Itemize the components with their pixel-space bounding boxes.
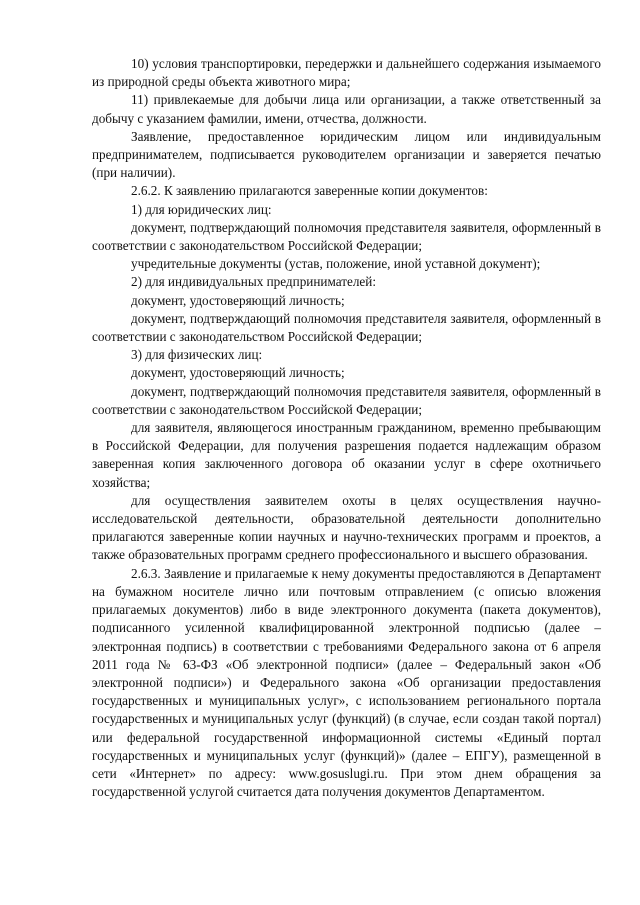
paragraph-legal-entities: 1) для юридических лиц: — [131, 201, 272, 217]
paragraph-foreign-citizen: для заявителя, являющегося иностранным гражданином, временно пребывающим в Российской Федерации, для получения разрешения подается надлежащим образом заверенная копия заключенного договора об оказании услуг в сфере охотничьего хозяйства; — [92, 420, 601, 490]
paragraph-identity-document-1: документ, удостоверяющий личность; — [131, 292, 345, 308]
paragraph-authority-document-2: документ, подтверждающий полномочия представителя заявителя, оформленный в соответствии с законодательством Российской Федерации; — [92, 310, 601, 345]
paragraph-2-6-2: 2.6.2. К заявлению прилагаются заверенные копии документов: — [131, 183, 488, 199]
document-page — [92, 55, 601, 801]
paragraph-individual-entrepreneurs: 2) для индивидуальных предпринимателей: — [131, 274, 377, 290]
paragraph-item-10: 10) условия транспортировки, передержки и дальнейшего содержания изымаемого из природной среды объекта животного мира; — [92, 56, 601, 90]
paragraph-item-11: 11) привлекаемые для добычи лица или организации, а также ответственный за добычу с указанием фамилии, имени, отчества, должности. — [92, 92, 601, 126]
paragraph-authority-document-1: документ, подтверждающий полномочия представителя заявителя, оформленный в соответствии с законодательством Российской Федерации; — [92, 219, 601, 254]
paragraph-authority-document-3: документ, подтверждающий полномочия представителя заявителя, оформленный в соответствии с законодательством Российской Федерации; — [92, 383, 601, 417]
paragraph-2-6-3: 2.6.3. Заявление и прилагаемые к нему документы предоставляются в Департамент на бумажном носителе лично или почтовым отправлением (с описью вложения прилагаемых документов) либо в виде электронного документа (пакета документов), подписанного усиленной квалифицированной электронной подписью (далее – электронная подпись) в соответствии с требованиями Федерального закона от 6 апреля 2011 года № 63-ФЗ «Об электронной подписи» (далее – Федеральный закон «Об электронной подписи») и Федерального закона «Об организации предоставления государственных и муниципальных услуг», с использованием регионального портала государственных и муниципальных услуг (функций) (в случае, если создан такой портал) или федеральной государственной информационной системы «Единый портал государственных и муниципальных услуг (функций)» (далее – ЕПГУ), размещенной в сети «Интернет» по адресу: www.gosuslugi.ru. При этом днем обращения за государственной услугой считается дата получения документов Департаментом. — [92, 565, 601, 800]
paragraph-signature-requirement: Заявление, предоставленное юридическим лицом или индивидуальным предпринимателем, подписывается руководителем организации и заверяется печатью (при наличии). — [92, 128, 601, 181]
paragraph-identity-document-2: документ, удостоверяющий личность; — [131, 365, 345, 381]
paragraph-founding-documents: учредительные документы (устав, положение, иной уставной документ); — [131, 256, 541, 272]
paragraph-individuals: 3) для физических лиц: — [131, 347, 263, 363]
paragraph-research-hunting: для осуществления заявителем охоты в целях осуществления научно-исследовательской деятельности, образовательной деятельности дополнительно прилагаются заверенные копии научных и научно-технических программ и проектов, а также образовательных программ среднего профессионального и высшего образования. — [92, 492, 601, 563]
